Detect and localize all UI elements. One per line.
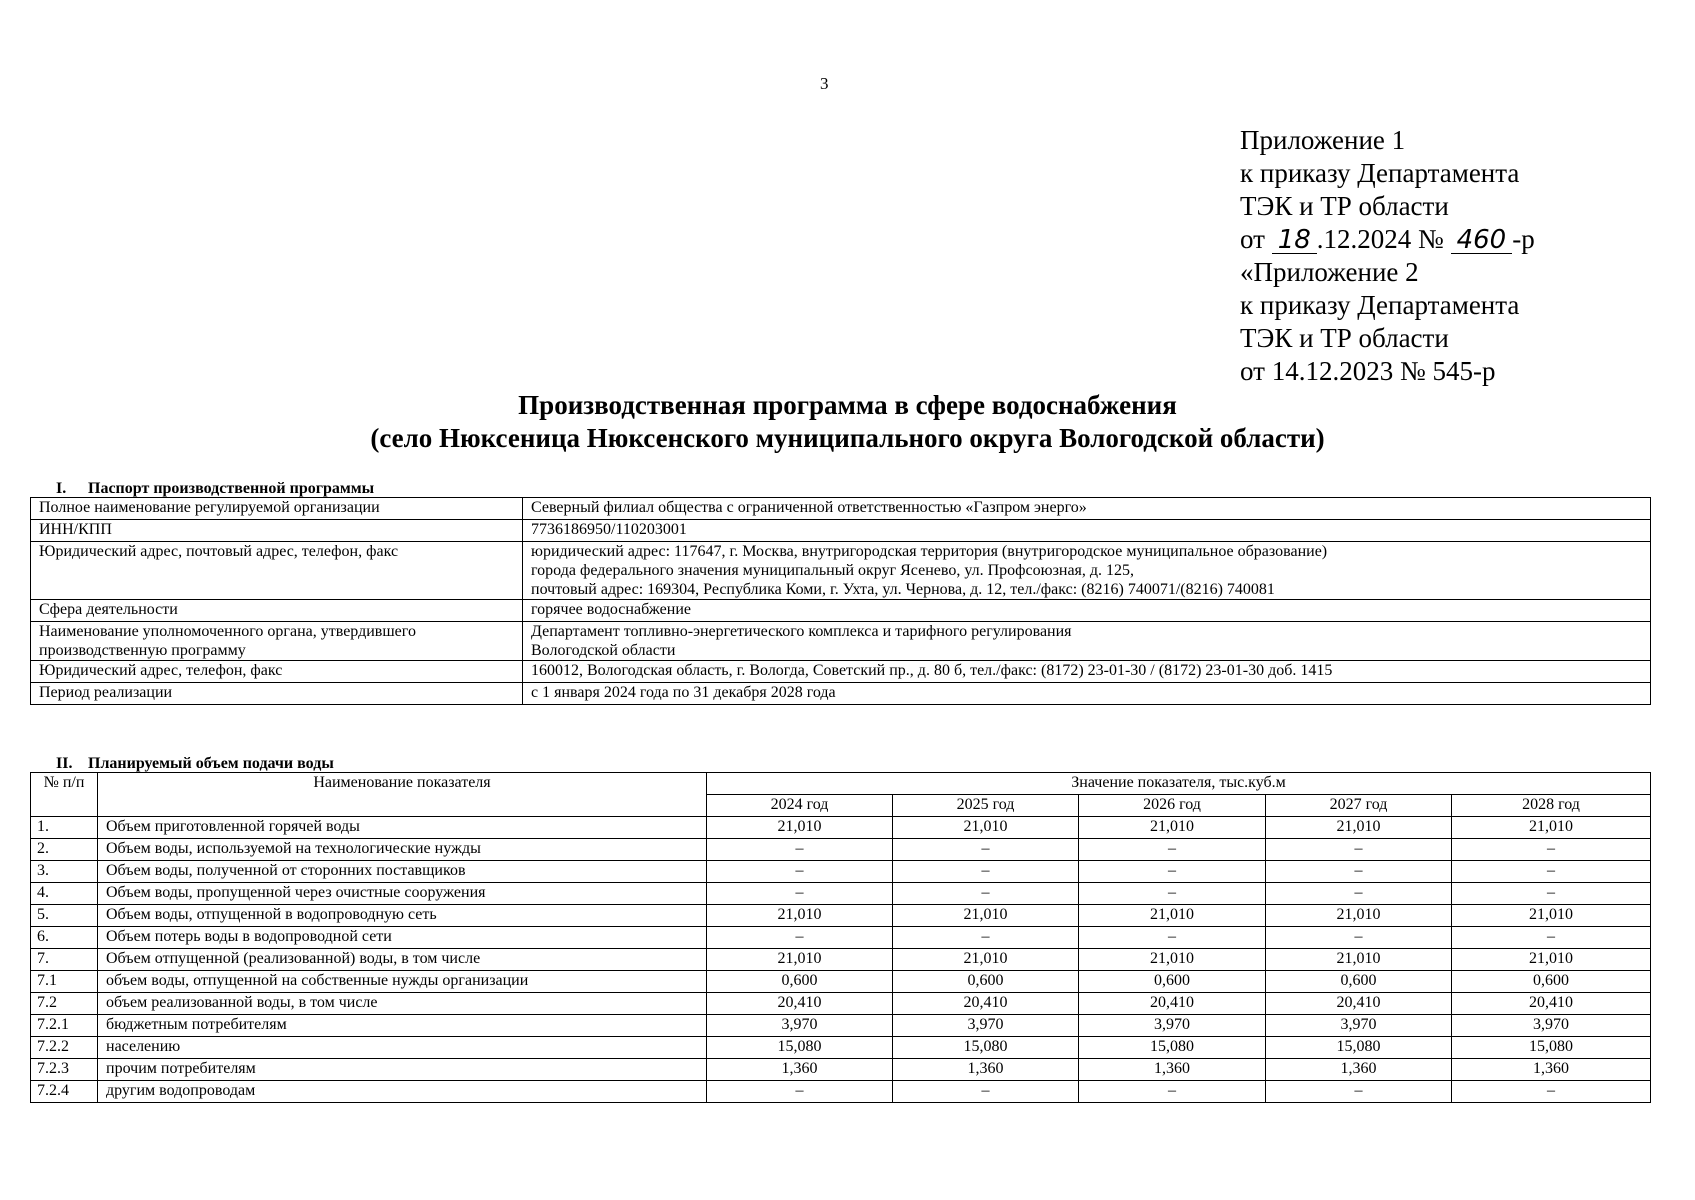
section-1-heading	[30, 480, 374, 498]
row-number: 7.1	[31, 971, 98, 993]
indicator-value: –	[1452, 1081, 1651, 1103]
indicator-value: –	[707, 883, 893, 905]
annex-block	[1240, 124, 1535, 388]
passport-row	[31, 498, 1651, 520]
indicator-value: 1,360	[707, 1059, 893, 1081]
indicator-value: 21,010	[1079, 949, 1266, 971]
row-number: 7.2.4	[31, 1081, 98, 1103]
indicator-value: –	[1079, 839, 1266, 861]
column-header-number: № п/п	[31, 773, 98, 817]
passport-row	[31, 520, 1651, 542]
column-header-value: Значение показателя, тыс.куб.м	[707, 773, 1651, 795]
annex-line: ТЭК и ТР области	[1240, 323, 1449, 353]
indicator-value: –	[707, 839, 893, 861]
document-title: Производственная программа в сфере водоснабжения	[518, 390, 1177, 420]
passport-value-line: 160012, Вологодская область, г. Вологда, Советский пр., д. 80 б, тел./факс: (8172) 23-01-30 / (8172) 23-01-30 доб. 1415	[531, 662, 1333, 679]
passport-row	[31, 600, 1651, 622]
year-header: 2028 год	[1452, 795, 1651, 817]
indicator-name: Объем приготовленной горячей воды	[98, 817, 707, 839]
passport-label: Юридический адрес, телефон, факс	[31, 661, 523, 683]
indicator-value: 21,010	[1452, 905, 1651, 927]
indicator-value: –	[1266, 861, 1452, 883]
indicator-value: 3,970	[1266, 1015, 1452, 1037]
row-number: 7.2	[31, 993, 98, 1015]
indicator-value: 1,360	[1452, 1059, 1651, 1081]
indicator-value: 0,600	[1452, 971, 1651, 993]
indicator-value: 21,010	[707, 817, 893, 839]
column-header-name: Наименование показателя	[98, 773, 707, 817]
section-title: Паспорт производственной программы	[88, 480, 375, 497]
table-row	[31, 861, 1651, 883]
table-row	[31, 905, 1651, 927]
indicator-value: 3,970	[707, 1015, 893, 1037]
indicator-value: 21,010	[1266, 905, 1452, 927]
table-row	[31, 817, 1651, 839]
indicator-value: –	[1266, 883, 1452, 905]
row-number: 7.	[31, 949, 98, 971]
indicator-value: 0,600	[1079, 971, 1266, 993]
passport-value	[523, 661, 1651, 683]
row-number: 1.	[31, 817, 98, 839]
indicator-name: Объем воды, полученной от сторонних поставщиков	[98, 861, 707, 883]
year-header: 2025 год	[893, 795, 1079, 817]
passport-label: Период реализации	[31, 683, 523, 705]
indicator-value: –	[893, 839, 1079, 861]
passport-value-line: 7736186950/110203001	[531, 521, 687, 538]
annex-from: от	[1240, 224, 1265, 254]
annex-line: от 14.12.2023 № 545-р	[1240, 356, 1496, 386]
indicator-value: –	[1079, 883, 1266, 905]
passport-value-line: почтовый адрес: 169304, Республика Коми, г. Ухта, ул. Чернова, д. 12, тел./факс: (8216) 740071/(8216) 740081	[531, 581, 1275, 598]
indicator-value: 20,410	[707, 993, 893, 1015]
row-number: 4.	[31, 883, 98, 905]
indicator-value: –	[1266, 927, 1452, 949]
table-row	[31, 883, 1651, 905]
indicator-value: 21,010	[893, 905, 1079, 927]
indicator-value: –	[1079, 1081, 1266, 1103]
indicator-value: 3,970	[893, 1015, 1079, 1037]
row-number: 7.2.3	[31, 1059, 98, 1081]
indicator-value: –	[707, 861, 893, 883]
row-number: 3.	[31, 861, 98, 883]
indicator-value: 21,010	[1079, 905, 1266, 927]
passport-table	[30, 497, 1651, 705]
year-header: 2026 год	[1079, 795, 1266, 817]
annex-line: Приложение 1	[1240, 125, 1406, 155]
indicator-value: –	[893, 927, 1079, 949]
annex-line: к приказу Департамента	[1240, 290, 1520, 320]
indicator-value: 0,600	[893, 971, 1079, 993]
indicator-value: –	[893, 861, 1079, 883]
indicator-value: 15,080	[893, 1037, 1079, 1059]
passport-row	[31, 683, 1651, 705]
document-subtitle: (село Нюксеница Нюксенского муниципального округа Вологодской области)	[370, 423, 1325, 453]
indicator-name: Объем воды, используемой на технологические нужды	[98, 839, 707, 861]
water-volume-table	[30, 772, 1651, 1103]
indicator-value: 21,010	[707, 905, 893, 927]
passport-value-line: юридический адрес: 117647, г. Москва, внутригородская территория (внутригородское муниципальное образование)	[531, 543, 1328, 560]
annex-suffix: -р	[1512, 224, 1535, 254]
indicator-name: объем воды, отпущенной на собственные нужды организации	[98, 971, 707, 993]
indicator-value: –	[1079, 861, 1266, 883]
row-number: 7.2.2	[31, 1037, 98, 1059]
passport-label: Сфера деятельности	[31, 600, 523, 622]
passport-row	[31, 542, 1651, 600]
indicator-value: 15,080	[1266, 1037, 1452, 1059]
passport-label: ИНН/КПП	[31, 520, 523, 542]
year-header: 2027 год	[1266, 795, 1452, 817]
section-number: II.	[56, 755, 73, 772]
table-row	[31, 1015, 1651, 1037]
passport-value-line: с 1 января 2024 года по 31 декабря 2028 года	[531, 684, 836, 701]
indicator-value: –	[707, 927, 893, 949]
indicator-value: 20,410	[1452, 993, 1651, 1015]
indicator-name: прочим потребителям	[98, 1059, 707, 1081]
table-row	[31, 839, 1651, 861]
indicator-value: 3,970	[1452, 1015, 1651, 1037]
indicator-value: 3,970	[1079, 1015, 1266, 1037]
indicator-value: –	[1452, 861, 1651, 883]
indicator-value: 20,410	[893, 993, 1079, 1015]
indicator-value: –	[1452, 839, 1651, 861]
table-row	[31, 971, 1651, 993]
page-number: 3	[820, 74, 829, 93]
annex-date: .12.2024 №	[1316, 224, 1444, 254]
annex-line: к приказу Департамента	[1240, 158, 1520, 188]
handwritten-day: 18	[1272, 227, 1317, 254]
annex-line: ТЭК и ТР области	[1240, 191, 1449, 221]
indicator-name: бюджетным потребителям	[98, 1015, 707, 1037]
section-2-heading	[30, 755, 334, 773]
indicator-name: населению	[98, 1037, 707, 1059]
table-row	[31, 1081, 1651, 1103]
passport-value-line: Северный филиал общества с ограниченной ответственностью «Газпром энерго»	[531, 499, 1087, 516]
indicator-value: 20,410	[1079, 993, 1266, 1015]
indicator-value: –	[1266, 1081, 1452, 1103]
passport-value	[523, 520, 1651, 542]
passport-label: Полное наименование регулируемой организации	[31, 498, 523, 520]
table-row	[31, 1037, 1651, 1059]
indicator-name: Объем потерь воды в водопроводной сети	[98, 927, 707, 949]
indicator-name: объем реализованной воды, в том числе	[98, 993, 707, 1015]
row-number: 2.	[31, 839, 98, 861]
indicator-value: 21,010	[707, 949, 893, 971]
indicator-name: другим водопроводам	[98, 1081, 707, 1103]
passport-value	[523, 542, 1651, 600]
indicator-value: –	[1266, 839, 1452, 861]
passport-label: Наименование уполномоченного органа, утвердившего производственную программу	[31, 622, 523, 661]
indicator-name: Объем воды, пропущенной через очистные сооружения	[98, 883, 707, 905]
table-row	[31, 993, 1651, 1015]
table-row	[31, 927, 1651, 949]
indicator-value: 15,080	[1452, 1037, 1651, 1059]
indicator-value: 15,080	[707, 1037, 893, 1059]
indicator-value: 1,360	[893, 1059, 1079, 1081]
row-number: 5.	[31, 905, 98, 927]
handwritten-order-number: 460	[1451, 227, 1513, 254]
passport-value	[523, 498, 1651, 520]
indicator-value: 0,600	[1266, 971, 1452, 993]
passport-label: Юридический адрес, почтовый адрес, телефон, факс	[31, 542, 523, 600]
section-title: Планируемый объем подачи воды	[88, 755, 334, 772]
indicator-value: 21,010	[893, 949, 1079, 971]
passport-value-line: Департамент топливно-энергетического комплекса и тарифного регулирования	[531, 623, 1072, 640]
indicator-value: –	[1452, 927, 1651, 949]
passport-row	[31, 661, 1651, 683]
passport-value-line: Вологодской области	[531, 642, 676, 659]
indicator-value: 15,080	[1079, 1037, 1266, 1059]
annex-line: «Приложение 2	[1240, 257, 1419, 287]
indicator-value: 20,410	[1266, 993, 1452, 1015]
annex-order-line	[1240, 223, 1535, 256]
indicator-value: 21,010	[1452, 817, 1651, 839]
indicator-name: Объем воды, отпущенной в водопроводную сеть	[98, 905, 707, 927]
passport-value-line: горячее водоснабжение	[531, 601, 691, 618]
row-number: 6.	[31, 927, 98, 949]
section-number: I.	[56, 480, 67, 497]
indicator-value: 1,360	[1266, 1059, 1452, 1081]
indicator-value: 21,010	[1266, 949, 1452, 971]
year-header: 2024 год	[707, 795, 893, 817]
indicator-value: –	[707, 1081, 893, 1103]
indicator-value: 1,360	[1079, 1059, 1266, 1081]
passport-value	[523, 600, 1651, 622]
indicator-value: 0,600	[707, 971, 893, 993]
indicator-value: –	[893, 883, 1079, 905]
row-number: 7.2.1	[31, 1015, 98, 1037]
indicator-value: 21,010	[1079, 817, 1266, 839]
passport-value	[523, 683, 1651, 705]
table-row	[31, 1059, 1651, 1081]
indicator-value: 21,010	[1266, 817, 1452, 839]
indicator-value: –	[1452, 883, 1651, 905]
passport-row	[31, 622, 1651, 661]
indicator-value: –	[1079, 927, 1266, 949]
passport-value	[523, 622, 1651, 661]
indicator-value: 21,010	[1452, 949, 1651, 971]
indicator-value: 21,010	[893, 817, 1079, 839]
table-row	[31, 949, 1651, 971]
indicator-name: Объем отпущенной (реализованной) воды, в том числе	[98, 949, 707, 971]
indicator-value: –	[893, 1081, 1079, 1103]
passport-value-line: города федерального значения муниципальный округ Ясенево, ул. Профсоюзная, д. 125,	[531, 562, 1135, 579]
